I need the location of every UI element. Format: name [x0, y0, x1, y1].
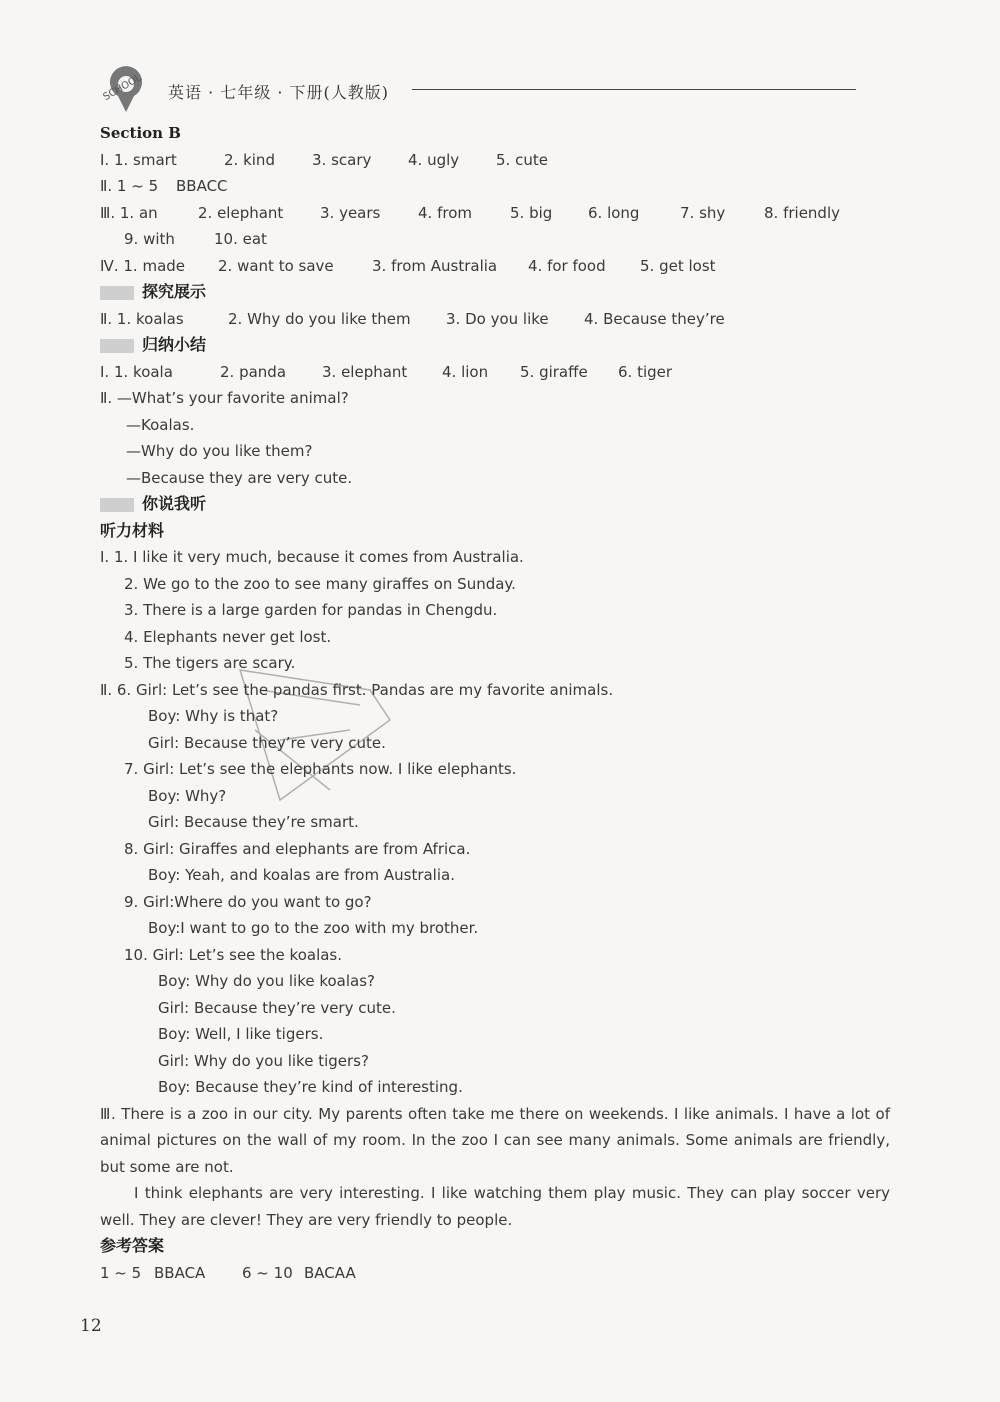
header-divider	[412, 89, 856, 90]
script-line-text: Boy: Why is that?	[148, 707, 279, 725]
script-line-text: 9. Girl:Where do you want to go?	[124, 892, 372, 911]
script-line-text: 7. Girl: Let’s see the elephants now. I like elephants.	[124, 760, 517, 778]
script-line-text: Boy: Why?	[148, 786, 227, 805]
script-line	[100, 968, 890, 995]
listening-script	[100, 544, 890, 1101]
script-line-text: Girl: Because they’re very cute.	[148, 733, 386, 752]
summary-row-3: —Koalas.	[126, 415, 195, 434]
script-line	[100, 862, 890, 889]
section-marker	[100, 286, 134, 300]
script-line	[100, 889, 890, 916]
section-marker	[100, 339, 134, 353]
script-line	[100, 915, 890, 942]
script-line-text: Boy: Why do you like koalas?	[158, 972, 375, 990]
page-number: 12	[80, 1316, 102, 1336]
script-line-text: Boy: Well, I like tigers.	[158, 1025, 324, 1043]
section-b-row-1: Ⅰ. 1. smart 2. kind 3. scary 4. ugly 5. cute	[100, 150, 548, 169]
script-line	[100, 836, 890, 863]
script-line	[100, 1074, 890, 1101]
script-line	[100, 1048, 890, 1075]
script-line	[100, 650, 890, 677]
section-b-row-2: Ⅱ. 1 ~ 5 BBACC	[100, 177, 228, 195]
script-line	[100, 624, 890, 651]
summary-row-1: Ⅰ. 1. koala 2. panda 3. elephant 4. lion 5. giraffe 6. tiger	[100, 362, 673, 381]
script-line	[100, 730, 890, 757]
section-b-row-3: Ⅲ. 1. an 2. elephant 3. years 4. from 5. big 6. long 7. shy 8. friendly	[100, 203, 840, 222]
script-line-text: 5. The tigers are scary.	[124, 654, 296, 672]
script-line	[100, 942, 890, 969]
svg-text:SCHOOL: SCHOOL	[101, 72, 144, 104]
book-title: 英语 · 七年级 · 下册(人教版)	[168, 83, 390, 102]
script-line-text: Girl: Because they’re very cute.	[158, 998, 396, 1017]
script-line	[100, 597, 890, 624]
section-b-row-5: Ⅳ. 1. made 2. want to save 3. from Australia 4. for food 5. get lost	[100, 256, 716, 275]
section-marker	[100, 498, 134, 512]
section-b-row-4: 9. with 10. eat	[124, 230, 267, 248]
script-line	[100, 677, 890, 704]
script-line	[100, 995, 890, 1022]
script-line-text: Girl: Because they’re smart.	[148, 813, 359, 831]
summary-row-5: —Because they are very cute.	[126, 468, 353, 487]
summary-row-4: —Why do you like them?	[126, 442, 313, 460]
script-line-text: Girl: Why do you like tigers?	[158, 1051, 369, 1070]
script-line	[100, 809, 890, 836]
script-line	[100, 1021, 890, 1048]
script-line-text: Ⅱ. 6. Girl: Let’s see the pandas first. Pandas are my favorite animals.	[100, 680, 614, 699]
script-line-text: Boy: Because they’re kind of interesting.	[158, 1078, 463, 1096]
script-line-text: 10. Girl: Let’s see the koalas.	[124, 945, 343, 964]
script-line	[100, 756, 890, 783]
script-line-text: 4. Elephants never get lost.	[124, 627, 332, 646]
script-line-text: 2. We go to the zoo to see many giraffes on Sunday.	[124, 574, 516, 593]
script-line-text: Boy: Yeah, and koalas are from Australia.	[148, 866, 455, 884]
passage-paragraph-2: I think elephants are very interesting. I like watching them play music. They can play soccer very well. They are clever! They are very friendly to people.	[100, 1184, 890, 1229]
script-line-text: 3. There is a large garden for pandas in Chengdu.	[124, 601, 498, 619]
script-line	[100, 544, 890, 571]
script-line	[100, 703, 890, 730]
school-logo-icon	[96, 62, 156, 114]
listen-heading: 你说我听	[100, 491, 890, 518]
answer-row: 1 ~ 5 BBACA 6 ~ 10 BACAA	[100, 1263, 356, 1282]
section-b-heading: Section B	[100, 124, 181, 142]
page-header	[96, 62, 856, 112]
script-line-text: 8. Girl: Giraffes and elephants are from Africa.	[124, 839, 471, 858]
passage-paragraph-1: Ⅲ. There is a zoo in our city. My parents often take me there on weekends. I like animals. I have a lot of animal pictures on the wall of my room. In the zoo I can see many animals. Some animals are friendly, but some are not.	[100, 1104, 890, 1176]
material-heading: 听力材料	[100, 520, 165, 540]
script-line	[100, 571, 890, 598]
script-line-text: Boy:I want to go to the zoo with my brother.	[148, 919, 479, 937]
answer-content	[100, 120, 890, 1286]
summary-heading: 归纳小结	[100, 332, 890, 359]
script-line-text: Ⅰ. 1. I like it very much, because it comes from Australia.	[100, 548, 524, 566]
explore-heading: 探究展示	[100, 279, 890, 306]
summary-row-2: Ⅱ. —What’s your favorite animal?	[100, 389, 349, 407]
script-line	[100, 783, 890, 810]
answer-heading: 参考答案	[100, 1236, 165, 1255]
explore-row-1: Ⅱ. 1. koalas 2. Why do you like them 3. Do you like 4. Because they’re	[100, 309, 725, 328]
